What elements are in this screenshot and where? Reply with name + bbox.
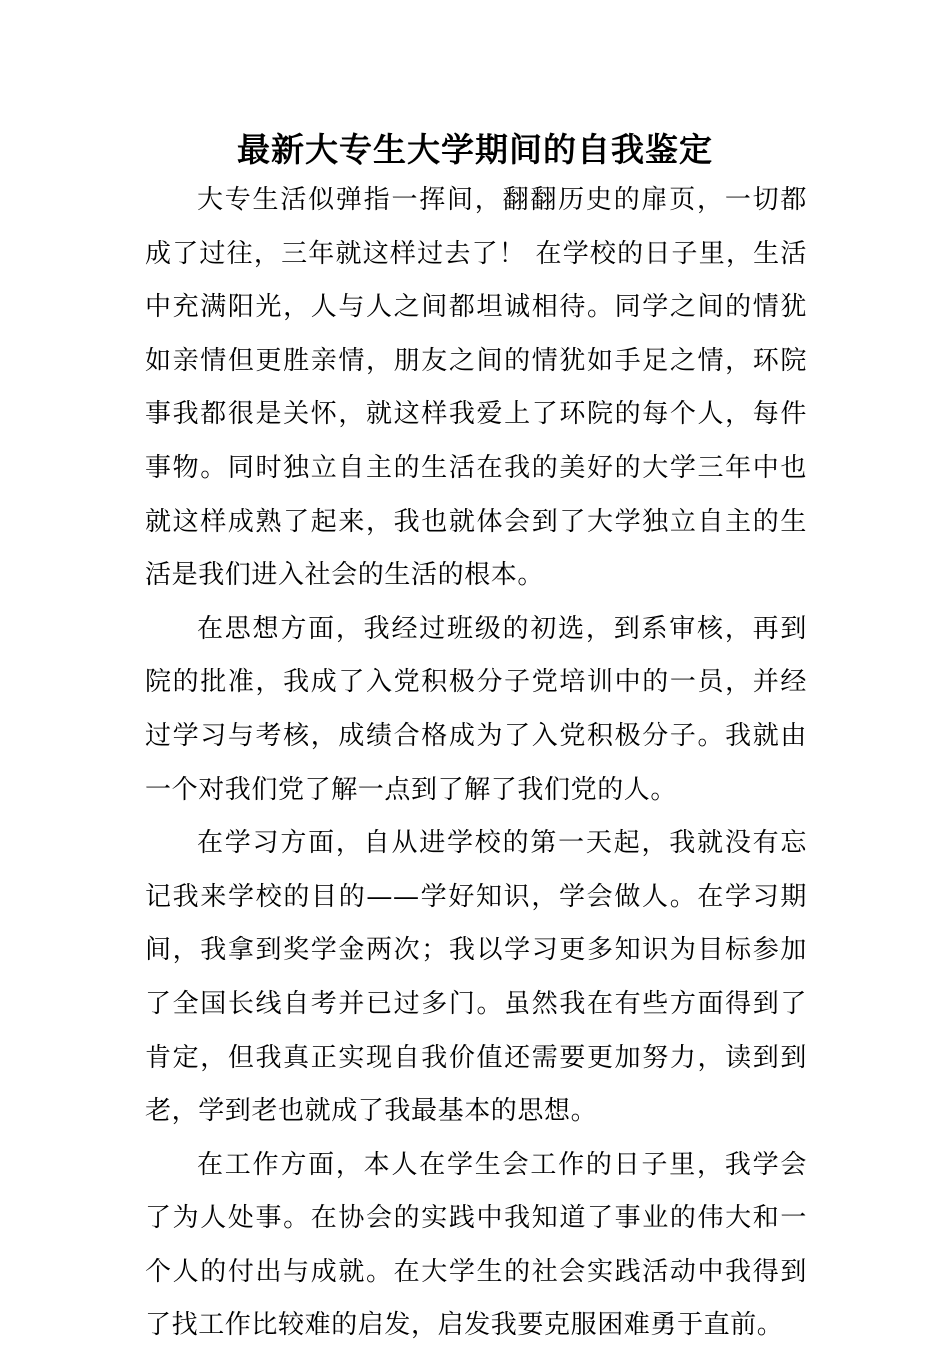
paragraph-study: 在学习方面，自从进学校的第一天起，我就没有忘记我来学校的目的——学好知识，学会做人。在学习期间，我拿到奖学金两次；我以学习更多知识为目标参加了全国长线自考并已过多门。虽然我在有些方面得到了肯定，但我真正实现自我价值还需要更加努力，读到到老，学到老也就成了我最基本的思想。: [145, 828, 807, 1127]
document-body: [145, 174, 807, 1353]
document-title: 最新大专生大学期间的自我鉴定: [237, 130, 713, 169]
paragraph-thought: 在思想方面，我经过班级的初选，到系审核，再到院的批准，我成了入党积极分子党培训中的一员，并经过学习与考核，成绩合格成为了入党积极分子。我就由一个对我们党了解一点到了解了我们党的人。: [145, 613, 807, 805]
paragraph-intro: 大专生活似弹指一挥间，翻翻历史的扉页，一切都成了过往，三年就这样过去了！ 在学校的日子里，生活中充满阳光，人与人之间都坦诚相待。同学之间的情犹如亲情但更胜亲情，朋友之间的情犹如手足之情，环院事我都很是关怀，就这样我爱上了环院的每个人，每件事物。同时独立自主的生活在我的美好的大学三年中也就这样成熟了起来，我也就体会到了大学独立自主的生活是我们进入社会的生活的根本。: [145, 185, 807, 591]
paragraph-work: 在工作方面，本人在学生会工作的日子里，我学会了为人处事。在协会的实践中我知道了事业的伟大和一个人的付出与成就。在大学生的社会实践活动中我得到了找工作比较难的启发，启发我要克服困难勇于直前。: [145, 1149, 807, 1341]
